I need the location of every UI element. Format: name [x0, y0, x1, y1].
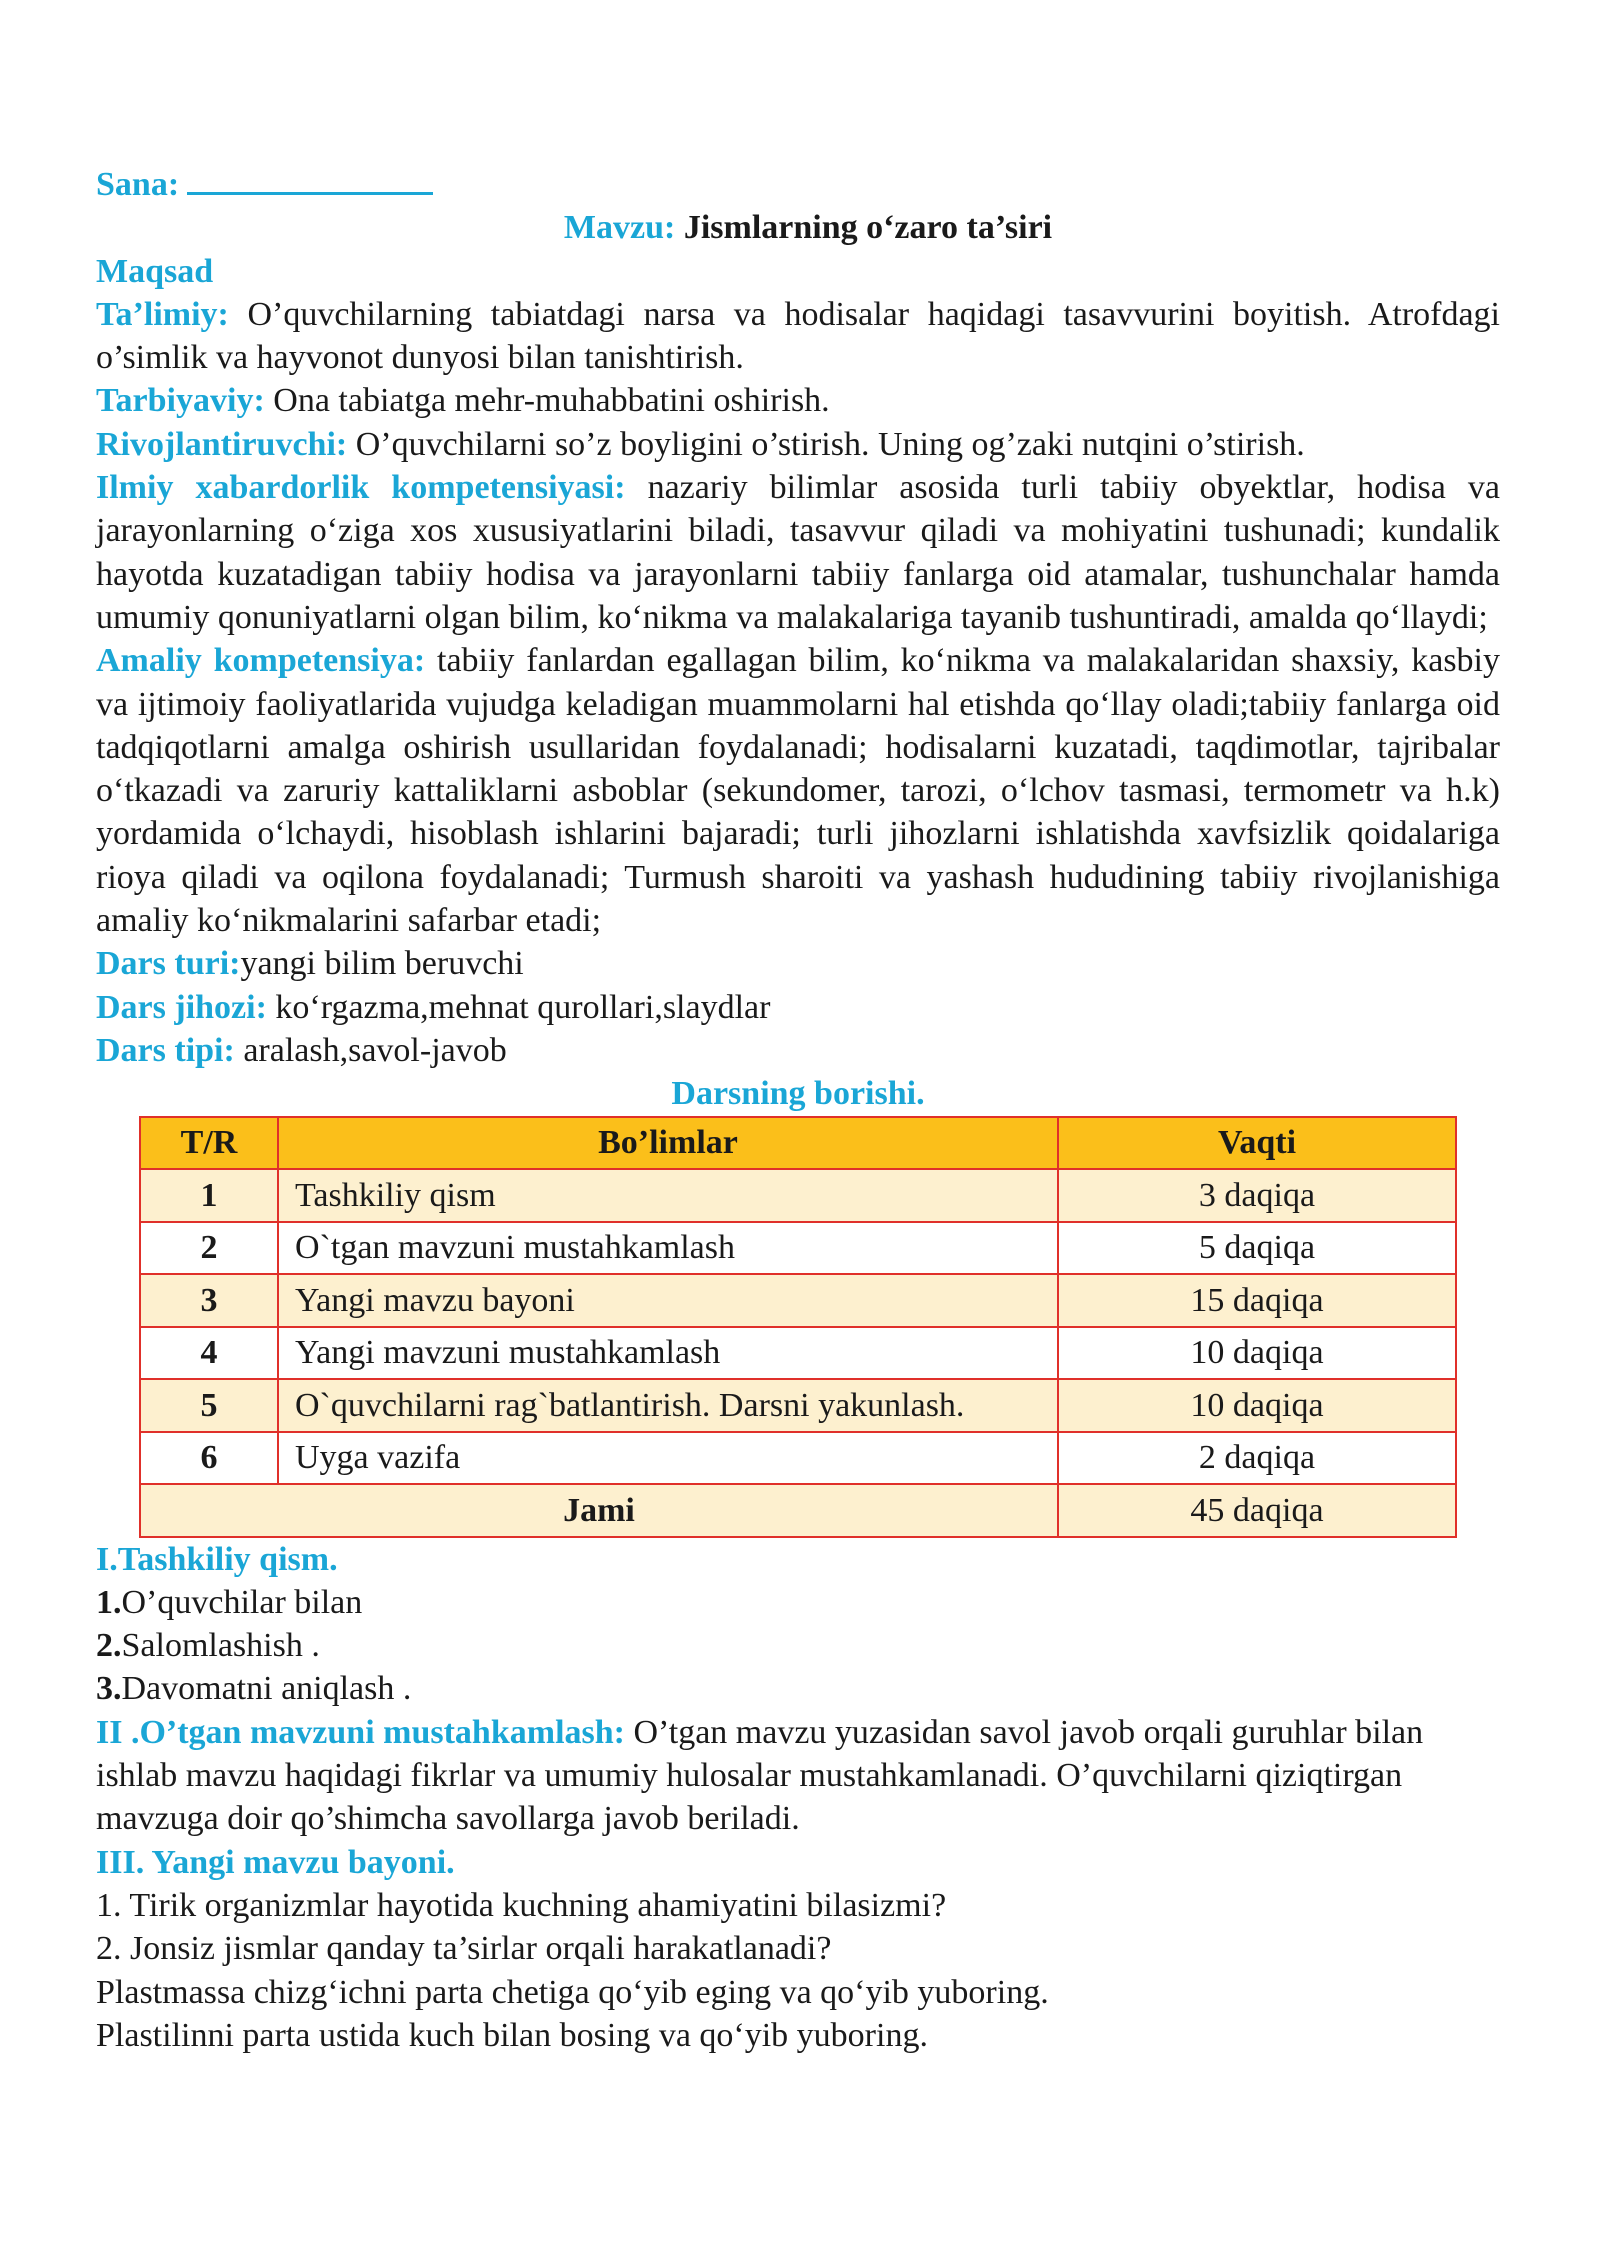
table-row: [140, 1274, 1456, 1327]
lesson-type: [96, 942, 1500, 985]
table-row: [140, 1432, 1456, 1485]
section1-item: [96, 1624, 1500, 1667]
developmental-goal: [96, 423, 1500, 466]
educational-label: Ta’limiy:: [96, 295, 229, 333]
developmental-label: Rivojlantiruvchi:: [96, 425, 348, 463]
upbringing-label: Tarbiyaviy:: [96, 382, 265, 420]
lesson-equipment-text: ko‘rgazma,mehnat qurollari,slaydlar: [275, 988, 771, 1026]
upbringing-goal: [96, 379, 1500, 422]
science-competence: [96, 466, 1500, 639]
lesson-type-label: Dars turi:: [96, 945, 241, 983]
row-section: O`quvchilarni rag`batlantirish. Darsni yakunlash.: [278, 1379, 1058, 1432]
table-row: [140, 1327, 1456, 1380]
date-blank: [187, 164, 433, 195]
section1-item-num: 3.: [96, 1670, 122, 1708]
practical-competence-label: Amaliy kompetensiya:: [96, 642, 426, 680]
lesson-equipment-label: Dars jihozi:: [96, 988, 267, 1026]
section1-item-num: 2.: [96, 1627, 122, 1665]
lesson-flow-title: Darsning borishi.: [671, 1075, 925, 1113]
lesson-kind: [96, 1029, 1500, 1072]
date-line: [96, 163, 1500, 206]
goal-heading: Maqsad: [96, 252, 214, 290]
topic-label: Mavzu:: [563, 209, 676, 247]
section1-item: [96, 1667, 1500, 1710]
section2-text: O’tgan mavzu yuzasidan savol javob orqali guruhlar bilan ishlab mavzu haqidagi fikrlar va umumiy hulosalar mustahkamlanadi. O’quvchilarni qiziqtirgan mavzuga doir qo’shimcha savollarga javob beriladi.: [96, 1713, 1424, 1838]
header-sections: Bo’limlar: [278, 1117, 1058, 1170]
row-number: 6: [140, 1432, 278, 1485]
science-competence-label: Ilmiy xabardorlik kompetensiyasi:: [96, 469, 626, 507]
row-section: Tashkiliy qism: [278, 1169, 1058, 1222]
row-section: O`tgan mavzuni mustahkamlash: [278, 1222, 1058, 1275]
section3-line: Plastilinni parta ustida kuch bilan bosing va qo‘yib yuboring.: [96, 2016, 928, 2054]
row-number: 5: [140, 1379, 278, 1432]
educational-goal: [96, 293, 1500, 380]
topic-line: [96, 206, 1500, 249]
row-section: Yangi mavzu bayoni: [278, 1274, 1058, 1327]
section3-line: Plastmassa chizg‘ichni parta chetiga qo‘yib eging va qo‘yib yuboring.: [96, 1973, 1049, 2011]
section1-item-text: O’quvchilar bilan: [121, 1583, 363, 1621]
date-label: Sana:: [96, 166, 180, 203]
total-time: 45 daqiqa: [1058, 1484, 1456, 1537]
developmental-text: O’quvchilarni so’z boyligini o’stirish. Uning og’zaki nutqini o’stirish.: [355, 425, 1305, 463]
row-time: 5 daqiqa: [1058, 1222, 1456, 1275]
table-total-row: [140, 1484, 1456, 1537]
section1-item-num: 1.: [96, 1583, 122, 1621]
row-time: 2 daqiqa: [1058, 1432, 1456, 1485]
header-tr: T/R: [140, 1117, 278, 1170]
educational-text: O’quvchilarning tabiatdagi narsa va hodisalar haqidagi tasavvurini boyitish. Atrofdagi o’simlik va hayvonot dunyosi bilan tanishtirish.: [96, 295, 1501, 377]
total-label: Jami: [140, 1484, 1058, 1537]
table-header-row: [140, 1117, 1456, 1170]
section2: [96, 1711, 1500, 1841]
section1-item-text: Salomlashish .: [121, 1627, 320, 1665]
section1-title: I.Tashkiliy qism.: [96, 1540, 338, 1578]
lesson-equipment: [96, 986, 1500, 1029]
row-time: 3 daqiqa: [1058, 1169, 1456, 1222]
row-section: Uyga vazifa: [278, 1432, 1058, 1485]
table-row: [140, 1222, 1456, 1275]
topic-value: Jismlarning o‘zaro ta’siri: [683, 209, 1053, 247]
table-row: [140, 1169, 1456, 1222]
section3-line: 2. Jonsiz jismlar qanday ta’sirlar orqali harakatlanadi?: [96, 1930, 832, 1968]
section3-title: III. Yangi mavzu bayoni.: [96, 1843, 455, 1881]
lesson-type-text: yangi bilim beruvchi: [240, 945, 524, 983]
section1-item-text: Davomatni aniqlash .: [121, 1670, 412, 1708]
lesson-kind-label: Dars tipi:: [96, 1031, 235, 1069]
row-number: 3: [140, 1274, 278, 1327]
table-row: [140, 1379, 1456, 1432]
practical-competence: [96, 639, 1500, 942]
row-number: 4: [140, 1327, 278, 1380]
row-time: 15 daqiqa: [1058, 1274, 1456, 1327]
row-time: 10 daqiqa: [1058, 1379, 1456, 1432]
row-number: 2: [140, 1222, 278, 1275]
row-time: 10 daqiqa: [1058, 1327, 1456, 1380]
lesson-kind-text: aralash,savol-javob: [243, 1031, 507, 1069]
lesson-plan-table: [139, 1116, 1457, 1538]
section3-line: 1. Tirik organizmlar hayotida kuchning ahamiyatini bilasizmi?: [96, 1886, 947, 1924]
upbringing-text: Ona tabiatga mehr-muhabbatini oshirish.: [273, 382, 830, 420]
row-section: Yangi mavzuni mustahkamlash: [278, 1327, 1058, 1380]
section1-item: [96, 1581, 1500, 1624]
science-competence-text: nazariy bilimlar asosida turli tabiiy obyektlar, hodisa va jarayonlarning o‘ziga xos xususiyatlarini biladi, tasavvur qiladi va mohiyatini tushunadi; kundalik hayotda kuzatadigan tabiiy hodisa va jarayonlarni tabiiy fanlarga oid atamalar, tushunchalar hamda umumiy qonuniyatlarni olgan bilim, ko‘nikma va malakalariga tayanib tushuntiradi, amalda qo‘llaydi;: [96, 469, 1500, 636]
practical-competence-text: tabiiy fanlardan egallagan bilim, ko‘nikma va malakalaridan shaxsiy, kasbiy va ijtimoiy faoliyatlarida vujudga keladigan muammolarni hal etishda qo‘llay oladi;tabiiy fanlarga oid tadqiqotlarni amalga oshirish usullaridan foydalanadi; hodisalarni kuzatadi, taqdimotlar, tajribalar o‘tkazadi va zaruriy kattaliklarni asboblar (sekundomer, tarozi, o‘lchov tasmasi, termometr va h.k) yordamida o‘lchaydi, hisoblash ishlarini bajaradi; turli jihozlarni ishlatishda xavfsizlik qoidalariga rioya qiladi va oqilona foydalanadi; Turmush sharoiti va yashash hududining tabiiy rivojlanishiga amaliy ko‘nikmalarini safarbar etadi;: [96, 642, 1501, 940]
document-page: [96, 163, 1500, 2057]
row-number: 1: [140, 1169, 278, 1222]
section2-label: II .O’tgan mavzuni mustahkamlash:: [96, 1713, 625, 1751]
header-time: Vaqti: [1058, 1117, 1456, 1170]
